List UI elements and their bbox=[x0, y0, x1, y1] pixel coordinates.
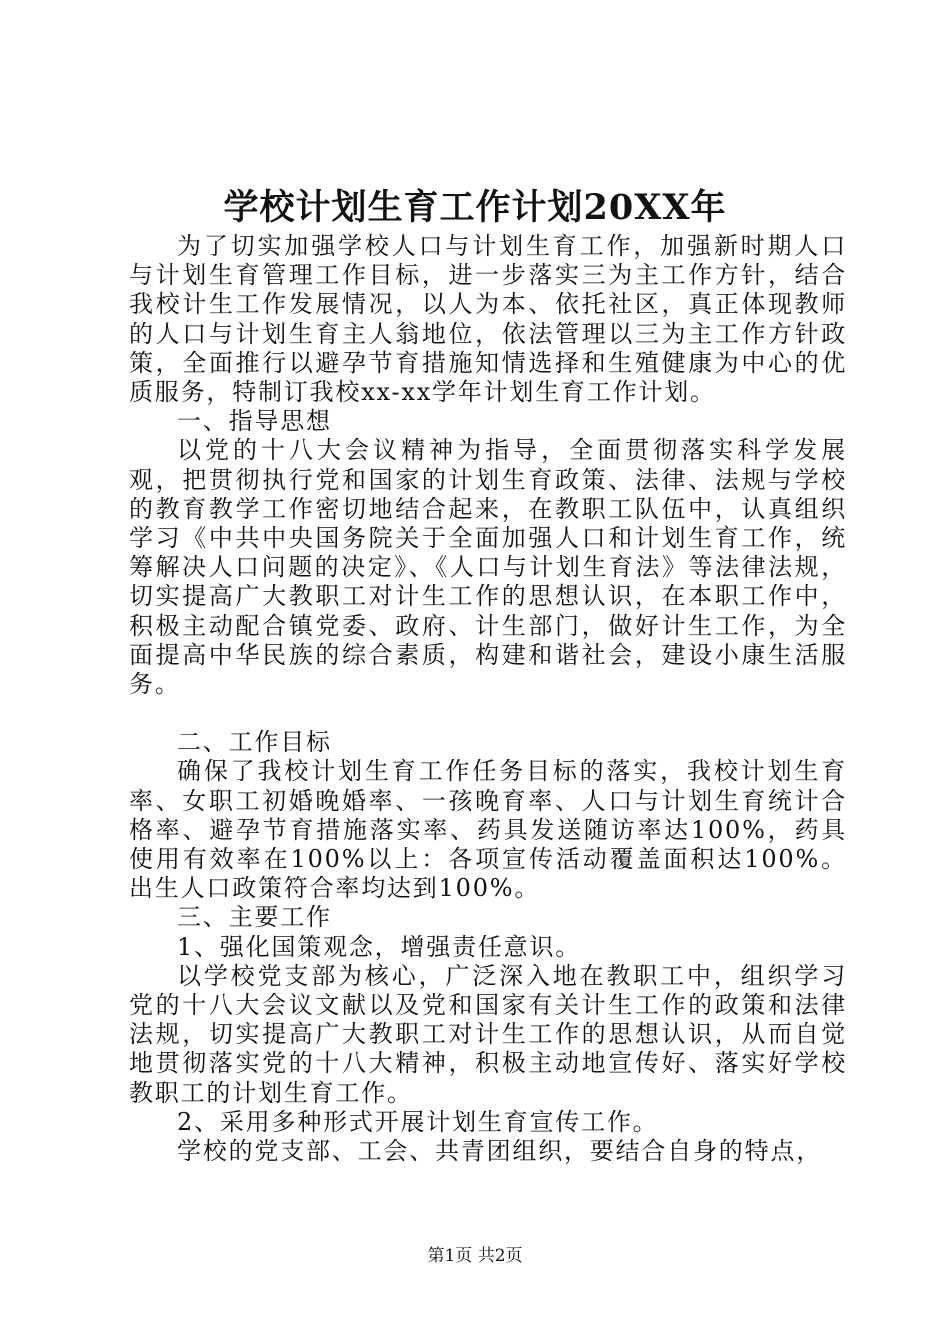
page-footer: 第1页 共2页 bbox=[427, 1246, 523, 1266]
work-goals-paragraph: 确保了我校计划生育工作任务目标的落实，我校计划生育率、女职工初婚晚婚率、一孩晚育率、人口与计划生育统计合格率、避孕节育措施落实率、药具发送随访率达100%，药具使用有效率在100%以上：各项宣传活动覆盖面积达100%。出生人口政策符合率均达到100%。 bbox=[129, 757, 847, 903]
intro-paragraph: 为了切实加强学校人口与计划生育工作，加强新时期人口与计划生育管理工作目标，进一步落实三为主工作方针，结合我校计生工作发展情况，以人为本、依托社区，真正体现教师的人口与计划生育主人翁地位，依法管理以三为主工作方针政策，全面推行以避孕节育措施知情选择和生殖健康为中心的优质服务，特制订我校xx-xx学年计划生育工作计划。 bbox=[129, 232, 847, 407]
paragraph-spacer bbox=[129, 699, 847, 728]
section-heading-work-goals: 二、工作目标 bbox=[177, 728, 332, 757]
item-2-paragraph: 学校的党支部、工会、共青团组织，要结合自身的特点， bbox=[177, 1137, 822, 1166]
section-heading-main-work: 三、主要工作 bbox=[177, 903, 332, 932]
section-heading-guiding-thought: 一、指导思想 bbox=[177, 407, 332, 436]
guiding-thought-paragraph: 以党的十八大会议精神为指导，全面贯彻落实科学发展观，把贯彻执行党和国家的计划生育政策、法律、法规与学校的教育教学工作密切地结合起来，在教职工队伍中，认真组织学习《中共中央国务院关于全面加强人口和计划生育工作，统筹解决人口问题的决定》、《人口与计划生育法》等法律法规，切实提高广大教职工对计生工作的思想认识，在本职工作中，积极主动配合镇党委、政府、计生部门，做好计生工作，为全面提高中华民族的综合素质，构建和谐社会，建设小康生活服务。 bbox=[129, 436, 847, 699]
item-1-paragraph: 以学校党支部为核心，广泛深入地在教职工中，组织学习党的十八大会议文献以及党和国家有关计生工作的政策和法律法规，切实提高广大教职工对计生工作的思想认识，从而自觉地贯彻落实党的十八大精神，积极主动地宣传好、落实好学校教职工的计划生育工作。 bbox=[129, 961, 847, 1107]
document-body bbox=[129, 232, 847, 1166]
document-title: 学校计划生育工作计划20XX年 bbox=[223, 187, 727, 228]
subheading-item-2: 2、采用多种形式开展计划生育宣传工作。 bbox=[177, 1107, 659, 1136]
subheading-item-1: 1、强化国策观念，增强责任意识。 bbox=[177, 932, 582, 961]
